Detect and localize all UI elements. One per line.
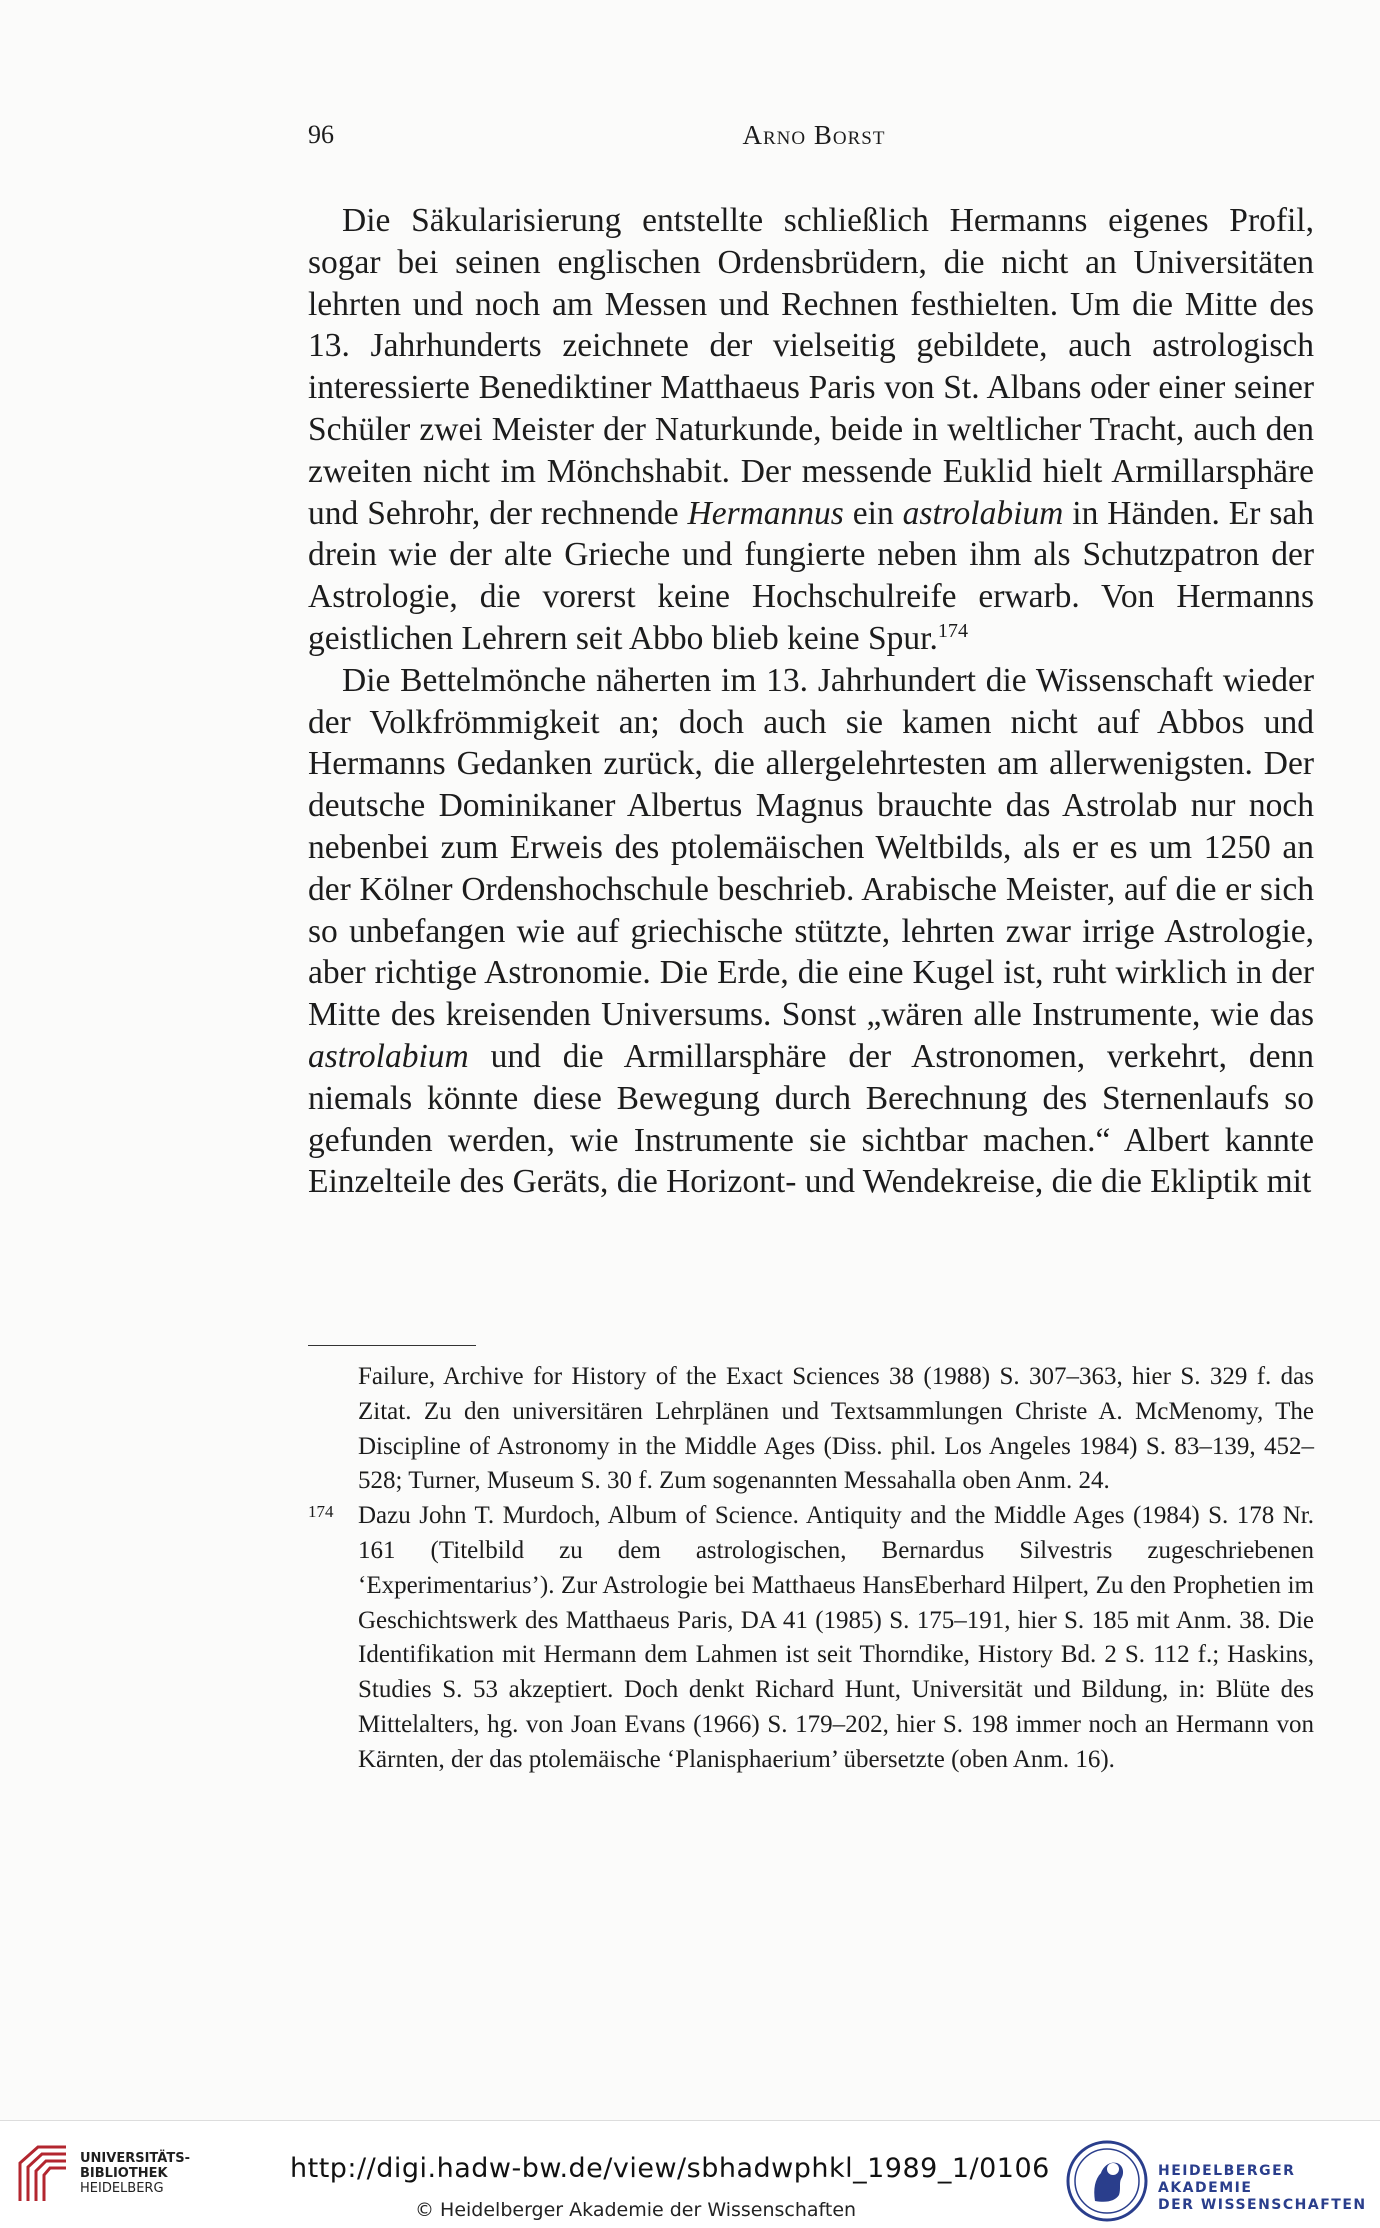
academy-name-line: DER WISSENSCHAFTEN xyxy=(1158,2197,1367,2213)
footnote-number: 174 xyxy=(308,1502,334,1522)
library-name-line: UNIVERSITÄTS- xyxy=(80,2151,190,2166)
page-header xyxy=(308,120,1320,160)
text-run: Die Säkularisierung entstellte schließlich Hermanns eigenes Profil, sogar bei seinen englischen Ordensbrüdern, die nicht an Universitäten lehrten und noch am Messen und Rechnen festhielten. Um die Mitte des 13. Jahrhunderts zeichnete der vielseitig gebildete, auch astrologisch interessierte Benediktiner Matthaeus Paris von St. Albans oder einer seiner Schüler zwei Meister der Naturkunde, beide in weltlicher Tracht, auch den zweiten nicht im Mönchshabit. Der messende Euklid hielt Armillarsphäre und Sehrohr, der rechnende xyxy=(308,202,1314,532)
footnote-text: Failure, Archive for History of the Exact Sciences 38 (1988) S. 307–363, hier S. 329 f. das Zitat. Zu den universitären Lehrplänen und Textsammlungen Christe A. McMenomy, The Discipline of Astronomy in the Middle Ages (Diss. phil. Los Angeles 1984) S. 83–139, 452–528; Turner, Museum S. 30 f. Zum sogenannten Messahalla oben Anm. 24. xyxy=(358,1363,1314,1495)
footnotes xyxy=(308,1360,1314,1778)
text-run: in Händen. Er sah drein wie der alte Grieche und fungierte neben ihm als Schutzpatron der Astrologie, die vorerst keine Hochschulreife erwarb. Von Hermanns geistlichen Lehrern seit Abbo blieb keine Spur. xyxy=(308,494,1314,657)
footnote-divider xyxy=(308,1345,476,1346)
italic-term: astrolabium xyxy=(902,494,1064,532)
footnote-text: Dazu John T. Murdoch, Album of Science. Antiquity and the Middle Ages (1984) S. 178 Nr. 161 (Titelbild zu dem astrologischen, Bernardus Silvestris zugeschriebenen ‘Experimentarius’). Zur Astrologie bei Matthaeus HansEberhard Hilpert, Zu den Prophetien im Geschichtswerk des Matthaeus Paris, DA 41 (1985) S. 175–191, hier S. 185 mit Anm. 38. Die Identifikation mit Hermann dem Lahmen ist seit Thorndike, History Bd. 2 S. 112 f.; Haskins, Studies S. 53 akzeptiert. Doch denkt Richard Hunt, Universität und Bildung, in: Blüte des Mittelalters, hg. von Joan Evans (1966) S. 179–202, hier S. 198 immer noch an Hermann von Kärnten, der das ptolemäische ‘Planisphaerium’ übersetzte (oben Anm. 16). xyxy=(358,1502,1314,1773)
footnote-continuation xyxy=(308,1360,1314,1499)
university-library-logo-icon[interactable] xyxy=(14,2143,72,2205)
footnote-174 xyxy=(308,1499,1314,1777)
academy-name-line: HEIDELBERGER AKADEMIE xyxy=(1158,2163,1296,2196)
italic-term: Hermannus xyxy=(687,494,844,532)
academy-seal-icon[interactable] xyxy=(1065,2139,1149,2223)
text-run: und die Armillarsphäre der Astronomen, verkehrt, denn niemals könnte diese Bewegung durch Berechnung des Sternenlaufs so gefunden werden, wie Instrumente sie sichtbar machen.“ Albert kannte Einzelteile des Geräts, die Horizont- und Wendekreise, die die Ekliptik mit xyxy=(308,1037,1314,1201)
library-name-line: HEIDELBERG xyxy=(80,2181,164,2196)
digitization-footer xyxy=(0,2120,1380,2228)
running-head: Arno Borst xyxy=(742,120,886,150)
copyright-notice: © Heidelberger Akademie der Wissenschaften xyxy=(415,2199,857,2221)
academy-name xyxy=(1158,2163,1380,2214)
library-name xyxy=(80,2151,190,2196)
page-number: 96 xyxy=(308,120,334,149)
italic-term: astrolabium xyxy=(308,1037,469,1075)
main-text xyxy=(308,200,1314,1203)
permalink-url[interactable]: http://digi.hadw-bw.de/view/sbhadwphkl_1989_1/0106 xyxy=(290,2153,1050,2184)
paragraph xyxy=(308,200,1314,660)
text-run: Die Bettelmönche näherten im 13. Jahrhundert die Wissenschaft wieder der Volkfrömmigkeit an; doch auch sie kamen nicht auf Abbos und Hermanns Gedanken zurück, die allergelehrtesten am allerwenigsten. Der deutsche Dominikaner Albertus Magnus brauchte das Astrolab nur noch nebenbei zum Erweis des ptolemäischen Weltbilds, als er es um 1250 an der Kölner Ordenshochschule beschrieb. Arabische Meister, auf die er sich so unbefangen wie auf griechische stützte, lehrten zwar irrige Astrologie, aber richtige Astronomie. Die Erde, die eine Kugel ist, ruht wirklich in der Mitte des kreisenden Universums. Sonst „wären alle Instrumente, wie das xyxy=(308,661,1314,1034)
footnote-reference[interactable]: 174 xyxy=(937,619,968,642)
library-name-line: BIBLIOTHEK xyxy=(80,2166,168,2181)
paragraph xyxy=(308,660,1314,1203)
text-run: ein xyxy=(843,494,903,532)
